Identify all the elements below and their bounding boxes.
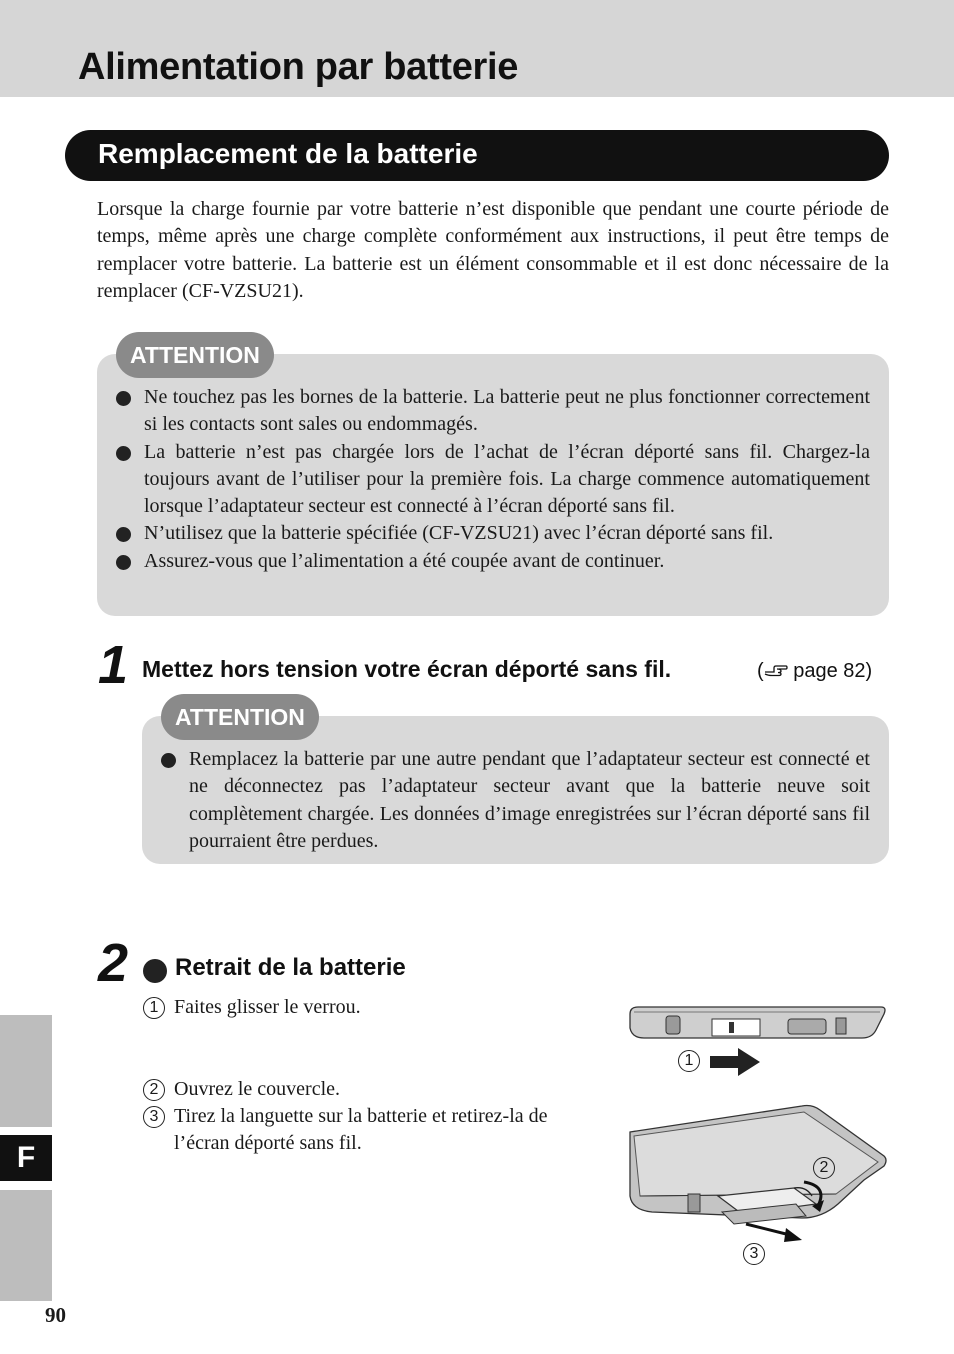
page-reference[interactable]: ( page 82) <box>757 660 873 682</box>
side-tab-bottom <box>0 1190 52 1301</box>
step-circle-3: 3 <box>143 1106 165 1128</box>
bullet-icon <box>116 391 131 406</box>
step-number: 1 <box>98 635 129 695</box>
step-number: 2 <box>98 933 129 993</box>
intro-paragraph: Lorsque la charge fournie par votre batterie n’est disponible que pendant une courte période de temps, même après une charge complète conformément aux instructions, il peut être temps de remplacer votre batterie. La batterie est un élément consommable et il est donc nécessaire de la remplacer (CF-VZSU21). <box>97 198 889 302</box>
page-number: 90 <box>45 1303 66 1327</box>
device-latch-illustration <box>626 1000 888 1082</box>
bullet-icon <box>116 446 131 461</box>
bullet-icon <box>116 527 131 542</box>
attention-label: ATTENTION <box>116 332 274 378</box>
attention-item: La batterie n’est pas chargée lors de l’achat de l’écran déporté sans fil. Chargez-la toujours avant de l’utiliser pour la première fois. La charge commence automatiquement lorsque l’adaptateur secteur est connecté à l’écran déporté sans fil. <box>116 439 870 521</box>
attention-item: Assurez-vous que l’alimentation a été coupée avant de continuer. <box>116 548 870 575</box>
attention-item: N’utilisez que la batterie spécifiée (CF-VZSU21) avec l’écran déporté sans fil. <box>116 520 870 547</box>
attention-item: Ne touchez pas les bornes de la batterie. La batterie peut ne plus fonctionner correctement si les contacts sont sales ou endommagés. <box>116 384 870 439</box>
bullet-icon <box>161 753 176 768</box>
instruction-text: Ouvrez le couvercle. <box>174 1078 341 1100</box>
step-title: Mettez hors tension votre écran déporté sans fil. <box>142 656 672 682</box>
subsection-title: Retrait de la batterie <box>175 954 406 981</box>
figure-callout-3: 3 <box>743 1243 765 1265</box>
section-title: Remplacement de la batterie <box>98 138 478 169</box>
bullet-icon <box>143 959 167 983</box>
battery-removal-illustration <box>626 1100 890 1260</box>
step-circle-1: 1 <box>143 997 165 1019</box>
attention-label: ATTENTION <box>161 694 319 740</box>
figure-callout-2: 2 <box>813 1157 835 1179</box>
bullet-icon <box>116 555 131 570</box>
attention-item: Remplacez la batterie par une autre pendant que l’adaptateur secteur est connecté et ne déconnectez pas l’adaptateur secteur avant que la batterie neuve soit complètement chargée. Les données d’image enregistrées sur l’écran déporté sans fil pourraient être perdues. <box>161 746 870 855</box>
attention-list <box>161 746 870 855</box>
step-circle-2: 2 <box>143 1079 165 1101</box>
figure-callout-1: 1 <box>678 1050 700 1072</box>
instruction-text: Tirez la languette sur la batterie et retirez-la de l’écran déporté sans fil. <box>174 1105 548 1155</box>
attention-list <box>116 384 870 575</box>
side-tab-letter: F <box>0 1135 52 1181</box>
instruction-text: Faites glisser le verrou. <box>174 996 361 1018</box>
page-title: Alimentation par batterie <box>78 46 519 88</box>
side-tab-top <box>0 1015 52 1127</box>
pointing-hand-icon <box>764 663 788 679</box>
